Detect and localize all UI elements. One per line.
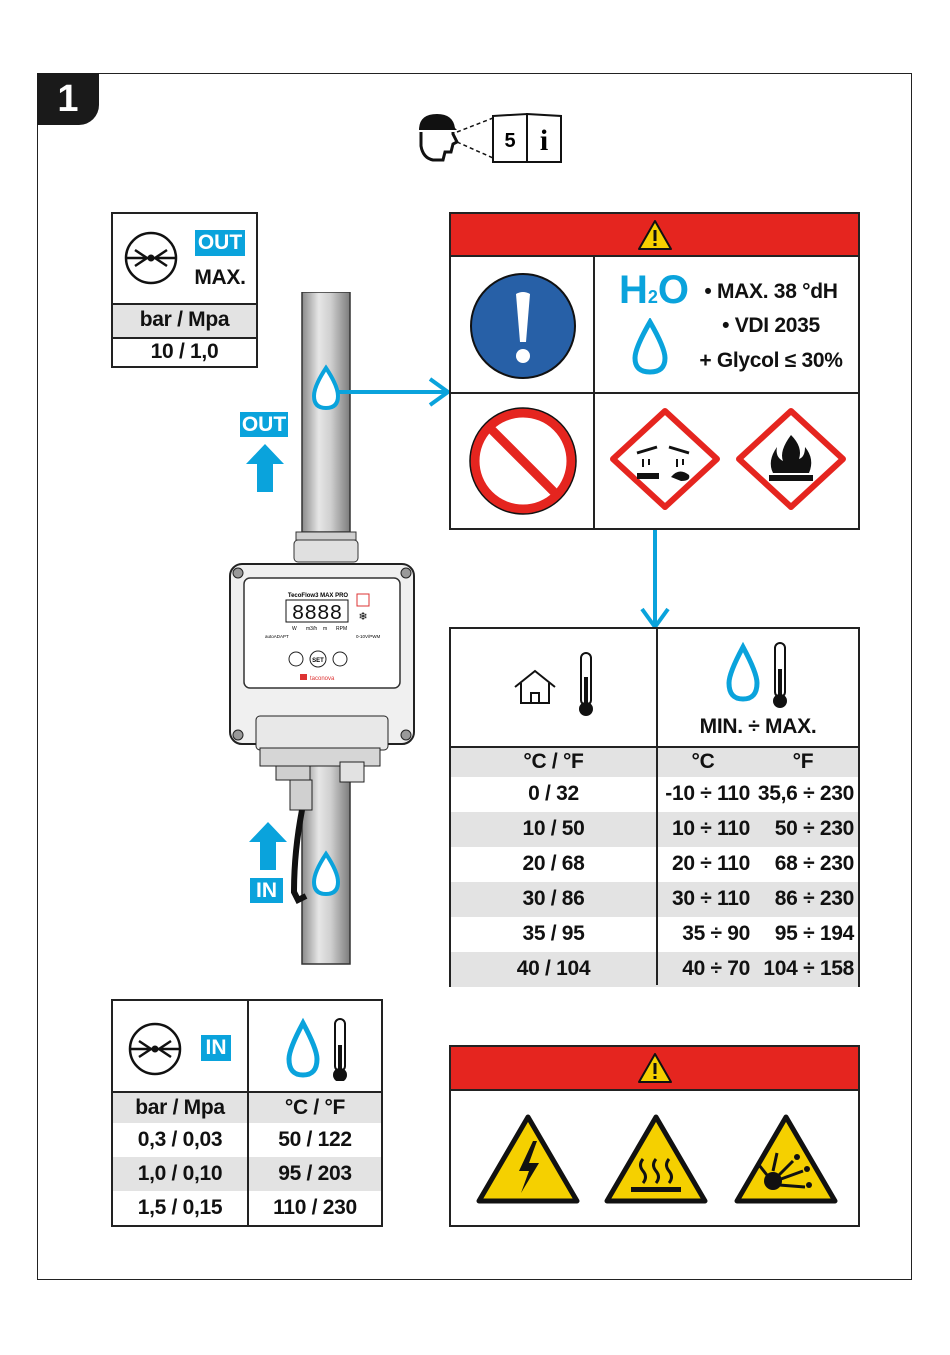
pressure-icon — [121, 228, 181, 288]
in-table-cell: 50 / 122 — [278, 1128, 352, 1151]
max-label: MAX. — [194, 266, 246, 289]
fluid-temperature-icon — [283, 1017, 363, 1081]
glycol-limit: + Glycol ≤ 30% — [699, 349, 843, 372]
temp-table-cell: 40 ÷ 70 — [682, 957, 750, 980]
hardness-limit: • MAX. 38 °dH — [704, 280, 838, 303]
hot-surface-icon — [603, 1113, 709, 1207]
h2o-formula: H2O — [619, 268, 690, 312]
max-out-value: 10 / 1,0 — [150, 340, 219, 363]
set-button-label: SET — [312, 658, 324, 664]
manual-icon — [493, 114, 561, 162]
fluid-temperature-icon — [723, 641, 803, 709]
electric-hazard-icon — [475, 1113, 581, 1207]
pressure-icon — [125, 1019, 185, 1079]
thermometer-icon — [579, 653, 593, 716]
mandatory-icon — [469, 272, 577, 380]
arrow-to-warnings — [338, 375, 458, 409]
hazard-warning-panel — [449, 1045, 860, 1227]
svg-text:m: m — [323, 626, 328, 632]
col-header-c: °C — [691, 750, 715, 773]
temp-table-cell: 104 ÷ 158 — [763, 957, 854, 980]
temp-table-cell: 86 ÷ 230 — [774, 887, 854, 910]
temp-table-cell: -10 ÷ 110 — [665, 782, 750, 805]
manual-reference — [405, 108, 565, 166]
out-tag: OUT — [195, 230, 245, 256]
warning-triangle-icon — [637, 1052, 673, 1084]
in-table-cell: 0,3 / 0,03 — [137, 1128, 223, 1151]
brand: taconova — [310, 676, 335, 682]
temp-table-cell: 30 ÷ 110 — [671, 887, 750, 910]
manual-page: 5 — [504, 130, 516, 152]
out-flow-tag: OUT — [241, 413, 287, 436]
temp-table-cell: 95 ÷ 194 — [774, 922, 854, 945]
in-tag: IN — [201, 1035, 231, 1061]
svg-text:autoADAPT: autoADAPT — [265, 634, 289, 639]
flammable-icon — [735, 407, 847, 511]
arrow-to-temp-table — [638, 529, 672, 631]
device-display: 8888 — [291, 603, 343, 626]
col-header-f: °F — [792, 750, 814, 773]
head-protection-icon — [419, 114, 457, 160]
temp-table-cell: 20 ÷ 110 — [671, 852, 750, 875]
temp-table-cell: 35 ÷ 90 — [682, 922, 750, 945]
in-table-cell: 110 / 230 — [273, 1196, 357, 1219]
water-drop-icon — [631, 318, 669, 376]
page-number: 1 — [37, 73, 99, 125]
svg-text:W: W — [292, 626, 297, 632]
info-icon: i — [539, 124, 549, 157]
in-table-cell: 1,0 / 0,10 — [137, 1162, 223, 1185]
in-table-cell: 1,5 / 0,15 — [137, 1196, 223, 1219]
min-max-label: MIN. ÷ MAX. — [699, 715, 817, 738]
fluid-warning-panel — [449, 212, 860, 530]
corrosive-icon — [609, 407, 721, 511]
ambient-temperature-icon — [509, 647, 619, 727]
temp-table-cell: 68 ÷ 230 — [774, 852, 854, 875]
device-model: TecoFlow3 MAX PRO — [287, 593, 349, 599]
temp-table-cell: 0 / 32 — [528, 782, 579, 805]
in-table-cell: 95 / 203 — [278, 1162, 352, 1185]
svg-text:0-10V/PWM: 0-10V/PWM — [356, 634, 381, 639]
col-header-ambient: °C / °F — [523, 750, 584, 773]
svg-text:RPM: RPM — [336, 626, 348, 632]
unit-label: bar / Mpa — [139, 308, 230, 331]
prohibition-icon — [469, 407, 577, 515]
temp-table-cell: 10 ÷ 110 — [671, 817, 750, 840]
warning-triangle-icon — [637, 219, 673, 251]
house-icon — [515, 671, 555, 703]
col-header-pressure: bar / Mpa — [135, 1096, 225, 1119]
temp-table-cell: 40 / 104 — [516, 957, 591, 980]
col-header-temp: °C / °F — [284, 1096, 346, 1119]
svg-text:❄: ❄ — [358, 610, 368, 623]
svg-text:m3/h: m3/h — [306, 626, 318, 632]
vdi-standard: • VDI 2035 — [722, 314, 820, 337]
in-conditions-table — [111, 999, 383, 1227]
temp-table-cell: 35,6 ÷ 230 — [757, 782, 854, 805]
temp-table-cell: 10 / 50 — [522, 817, 585, 840]
explosion-icon — [733, 1113, 839, 1207]
temp-table-cell: 50 ÷ 230 — [774, 817, 854, 840]
temperature-table — [449, 627, 860, 987]
temp-table-cell: 20 / 68 — [522, 852, 585, 875]
in-flow-tag: IN — [250, 878, 283, 903]
temp-table-cell: 30 / 86 — [522, 887, 585, 910]
temp-table-cell: 35 / 95 — [522, 922, 585, 945]
